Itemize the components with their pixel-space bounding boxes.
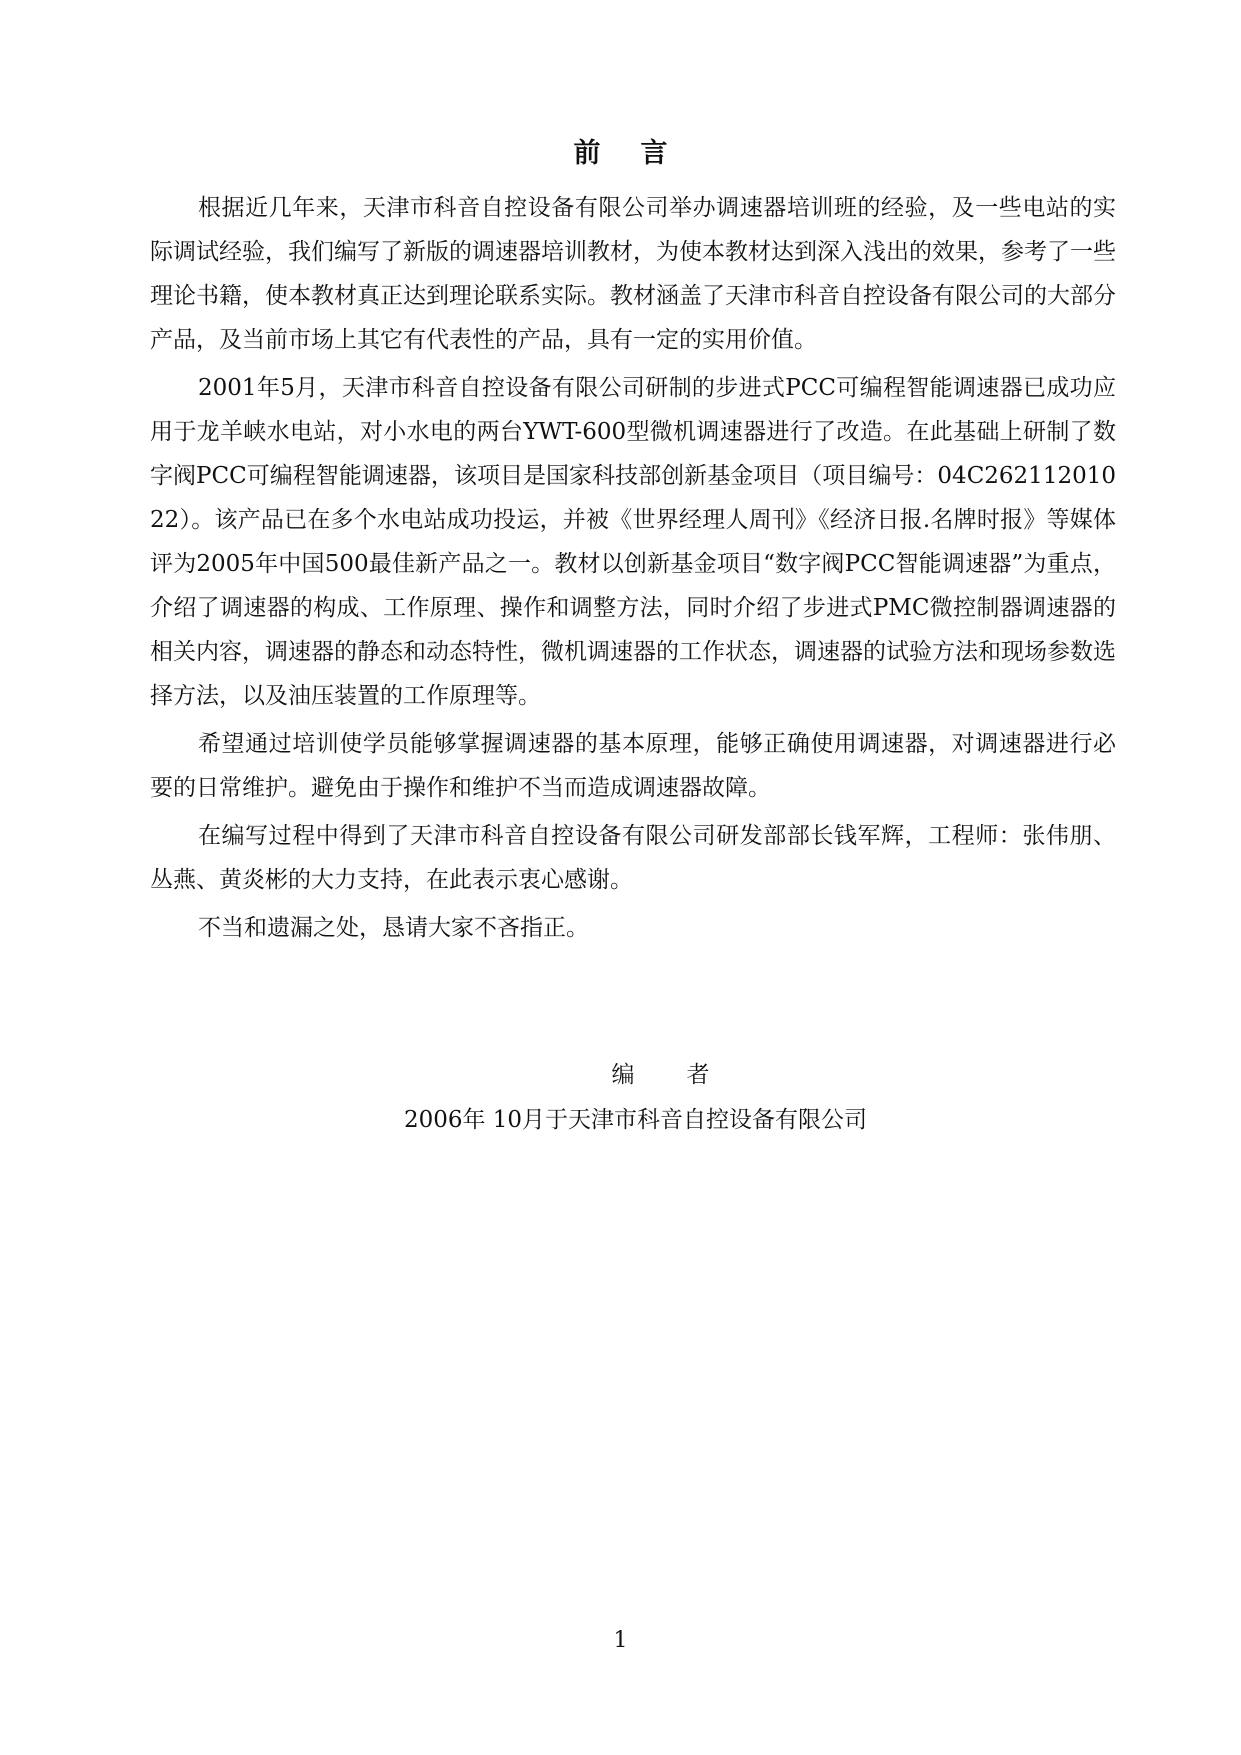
paragraph: 2001年5月，天津市科音自控设备有限公司研制的步进式PCC可编程智能调速器已成功应用于龙羊峡水电站，对小水电的两台YWT-600型微机调速器进行了改造。在此基础上研制了数字阀PCC可编程智能调速器，该项目是国家科技部创新基金项目（项目编号：04C26211201022）。该产品已在多个水电站成功投运，并被《世界经理人周刊》《经济日报.名牌时报》等媒体评为2005年中国500最佳新产品之一。教材以创新基金项目“数字阀PCC智能调速器”为重点，介绍了调速器的构成、工作原理、操作和调整方法，同时介绍了步进式PMC微控制器调速器的相关内容，调速器的静态和动态特性，微机调速器的工作状态，调速器的试验方法和现场参数选择方法，以及油压装置的工作原理等。 <box>150 375 1116 709</box>
page-title: 前言 <box>573 138 708 169</box>
paragraph: 不当和遗漏之处，恳请大家不吝指正。 <box>198 915 589 941</box>
paragraph: 希望通过培训使学员能够掌握调速器的基本原理，能够正确使用调速器，对调速器进行必要的日常维护。避免由于操作和维护不当而造成调速器故障。 <box>150 731 1116 801</box>
page-number: 1 <box>613 1628 628 1653</box>
preface-body <box>150 186 1116 954</box>
author-signature: 编者 <box>611 1062 762 1088</box>
paragraph: 在编写过程中得到了天津市科音自控设备有限公司研发部部长钱军辉，工程师：张伟朋、丛燕、黄炎彬的大力支持，在此表示衷心感谢。 <box>150 823 1116 893</box>
date-line: 2006年 10月于天津市科音自控设备有限公司 <box>403 1107 868 1133</box>
paragraph: 根据近几年来，天津市科音自控设备有限公司举办调速器培训班的经验，及一些电站的实际调试经验，我们编写了新版的调速器培训教材，为使本教材达到深入浅出的效果，参考了一些理论书籍，使本教材真正达到理论联系实际。教材涵盖了天津市科音自控设备有限公司的大部分产品，及当前市场上其它有代表性的产品，具有一定的实用价值。 <box>150 195 1116 353</box>
